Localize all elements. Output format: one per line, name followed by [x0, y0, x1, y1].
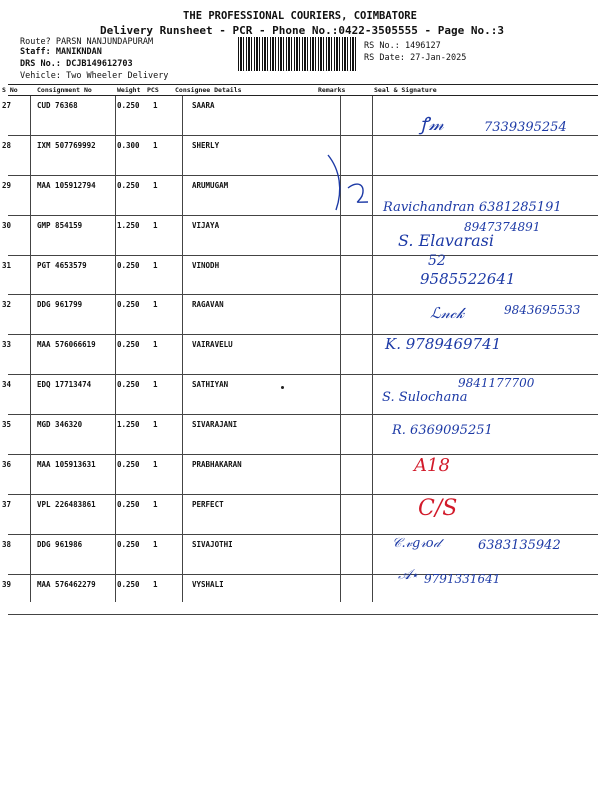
- cell-sno: 27: [2, 101, 12, 110]
- cell-consignee: VIJAYA: [192, 220, 220, 230]
- cell-sno: 31: [2, 260, 12, 270]
- cell-weight: 0.250: [117, 180, 140, 190]
- cell-weight: 0.250: [117, 260, 140, 270]
- col-pcs: PCS: [147, 86, 159, 94]
- cell-consignment: EDQ 17713474: [37, 380, 92, 390]
- cell-consignment: PGT 4653579: [37, 260, 87, 270]
- rs-date-value: 27-Jan-2025: [410, 53, 467, 63]
- cell-consignee: VAIRAVELU: [192, 340, 233, 350]
- rs-date-line: [364, 53, 466, 63]
- runsheet-table: [2, 84, 598, 602]
- drs-line: [20, 59, 133, 69]
- cell-weight: 0.250: [117, 539, 140, 549]
- cell-sno: 30: [2, 220, 12, 230]
- vehicle-label: Vehicle:: [20, 71, 61, 81]
- company-name: THE PROFESSIONAL COURIERS, COIMBATORE: [183, 10, 417, 22]
- route-line: [20, 37, 153, 47]
- table-header: [2, 84, 598, 96]
- cell-pcs: 1: [153, 140, 158, 150]
- cell-weight: 0.250: [117, 101, 140, 110]
- cell-consignment: VPL 226483861: [37, 499, 96, 509]
- cell-consignment: MAA 105913631: [37, 460, 96, 470]
- handwriting-30b: S. Elavarasi: [398, 231, 494, 250]
- cell-consignment: MAA 105912794: [37, 180, 96, 190]
- cell-weight: 1.250: [117, 420, 140, 430]
- cell-weight: 0.250: [117, 579, 140, 589]
- cell-consignment: DDG 961799: [37, 300, 83, 310]
- cell-sno: 36: [2, 460, 12, 470]
- signature-mark-32: ℒ𝓃𝒸𝓀: [430, 304, 465, 322]
- barcode: [238, 37, 358, 71]
- handwriting-30a: 8947374891: [464, 220, 541, 234]
- cell-consignment: IXM 507769992: [37, 140, 96, 150]
- rs-no-line: [364, 41, 441, 51]
- cell-consignee: ARUMUGAM: [192, 180, 229, 190]
- cell-sno: 33: [2, 340, 12, 350]
- handwriting-31: 52: [428, 253, 446, 269]
- cell-sno: 34: [2, 380, 12, 390]
- cell-pcs: 1: [153, 101, 158, 110]
- table-row: [2, 455, 598, 495]
- drs-value: DCJB149612703: [66, 59, 133, 69]
- divider-sno: [30, 96, 31, 602]
- cell-pcs: 1: [153, 579, 158, 589]
- col-consignee: Consignee Details: [175, 86, 242, 94]
- route-label: Route?: [20, 37, 51, 47]
- cell-consignee: VINODH: [192, 260, 220, 270]
- staff-line: [20, 47, 102, 57]
- remarks-scribble: [318, 150, 378, 220]
- cell-weight: 0.250: [117, 340, 140, 350]
- cell-consignee: SIVARAJANI: [192, 420, 238, 430]
- handwriting-32a: 9585522641: [420, 270, 516, 288]
- cell-pcs: 1: [153, 460, 158, 470]
- staff-value: MANIKNDAN: [55, 47, 102, 57]
- col-seal-signature: Seal & Signature: [374, 86, 437, 94]
- handwriting-34a: 9841177700: [458, 376, 535, 390]
- handwriting-27: 7339395254: [484, 120, 567, 135]
- cell-weight: 1.250: [117, 220, 140, 230]
- handwriting-35: R. 6369095251: [392, 423, 493, 438]
- divider-consignment: [115, 96, 116, 602]
- table-row: [2, 575, 598, 615]
- cell-consignee: PERFECT: [192, 499, 224, 509]
- cell-pcs: 1: [153, 180, 158, 190]
- cell-pcs: 1: [153, 220, 158, 230]
- handwriting-38: 6383135942: [478, 538, 561, 553]
- cell-pcs: 1: [153, 340, 158, 350]
- cell-pcs: 1: [153, 539, 158, 549]
- signature-mark-38: 𝒞.𝓋𝑔𝓇𝑜𝒹: [392, 536, 441, 551]
- rs-date-label: RS Date:: [364, 53, 405, 63]
- drs-label: DRS No.:: [20, 59, 61, 69]
- vehicle-line: [20, 71, 168, 81]
- ink-dot: [281, 386, 284, 389]
- cell-consignment: GMP 854159: [37, 220, 83, 230]
- table-row: [2, 415, 598, 455]
- cell-sno: 39: [2, 579, 12, 589]
- cell-sno: 28: [2, 140, 12, 150]
- cell-weight: 0.250: [117, 380, 140, 390]
- vehicle-value: Two Wheeler Delivery: [66, 71, 169, 81]
- cell-weight: 0.250: [117, 300, 140, 310]
- handwriting-36: A18: [414, 455, 450, 476]
- rs-no-value: 1496127: [404, 41, 441, 51]
- cell-consignee: PRABHAKARAN: [192, 460, 242, 470]
- cell-consignee: SIVAJOTHI: [192, 539, 233, 549]
- staff-label: Staff:: [20, 47, 51, 57]
- cell-sno: 29: [2, 180, 12, 190]
- cell-consignment: CUD 76368: [37, 101, 78, 110]
- cell-consignee: VYSHALI: [192, 579, 224, 589]
- table-row: [2, 495, 598, 535]
- cell-consignee: SAARA: [192, 101, 215, 110]
- cell-pcs: 1: [153, 499, 158, 509]
- col-sno: S No: [2, 86, 18, 94]
- cell-pcs: 1: [153, 380, 158, 390]
- signature-mark-27: ꝭ𝓂: [420, 114, 444, 135]
- handwriting-29: Ravichandran 6381285191: [383, 200, 562, 215]
- cell-sno: 32: [2, 300, 12, 310]
- cell-consignee: RAGAVAN: [192, 300, 224, 310]
- cell-sno: 38: [2, 539, 12, 549]
- table-row: [2, 335, 598, 375]
- cell-weight: 0.300: [117, 140, 140, 150]
- cell-pcs: 1: [153, 420, 158, 430]
- handwriting-34b: S. Sulochana: [382, 390, 468, 405]
- col-consignment: Consignment No: [37, 86, 92, 94]
- cell-consignment: MAA 576066619: [37, 340, 96, 350]
- cell-consignee: SHERLY: [192, 140, 220, 150]
- cell-consignee: SATHIYAN: [192, 380, 229, 390]
- rs-no-label: RS No.:: [364, 41, 400, 51]
- table-row: [2, 136, 598, 176]
- cell-weight: 0.250: [117, 499, 140, 509]
- cell-weight: 0.250: [117, 460, 140, 470]
- table-body: [2, 96, 598, 602]
- cell-consignment: DDG 961986: [37, 539, 83, 549]
- cell-sno: 37: [2, 499, 12, 509]
- col-remarks: Remarks: [318, 86, 346, 94]
- cell-consignment: MAA 576462279: [37, 579, 96, 589]
- handwriting-32b: 9843695533: [504, 303, 581, 317]
- runsheet-title: Delivery Runsheet - PCR - Phone No.:0422-3505555 - Page No.:3: [100, 24, 504, 37]
- col-weight: Weight: [117, 86, 141, 94]
- signature-mark-39: 𝒜⋆: [398, 567, 418, 583]
- cell-sno: 35: [2, 420, 12, 430]
- cell-consignment: MGD 346320: [37, 420, 83, 430]
- divider-consignee: [182, 96, 183, 602]
- handwriting-37: C/S: [418, 496, 458, 521]
- cell-pcs: 1: [153, 300, 158, 310]
- route-value: PARSN NANJUNDAPURAM: [55, 37, 154, 47]
- handwriting-33: K. 9789469741: [385, 335, 502, 353]
- handwriting-39: 9791331641: [424, 572, 501, 586]
- cell-pcs: 1: [153, 260, 158, 270]
